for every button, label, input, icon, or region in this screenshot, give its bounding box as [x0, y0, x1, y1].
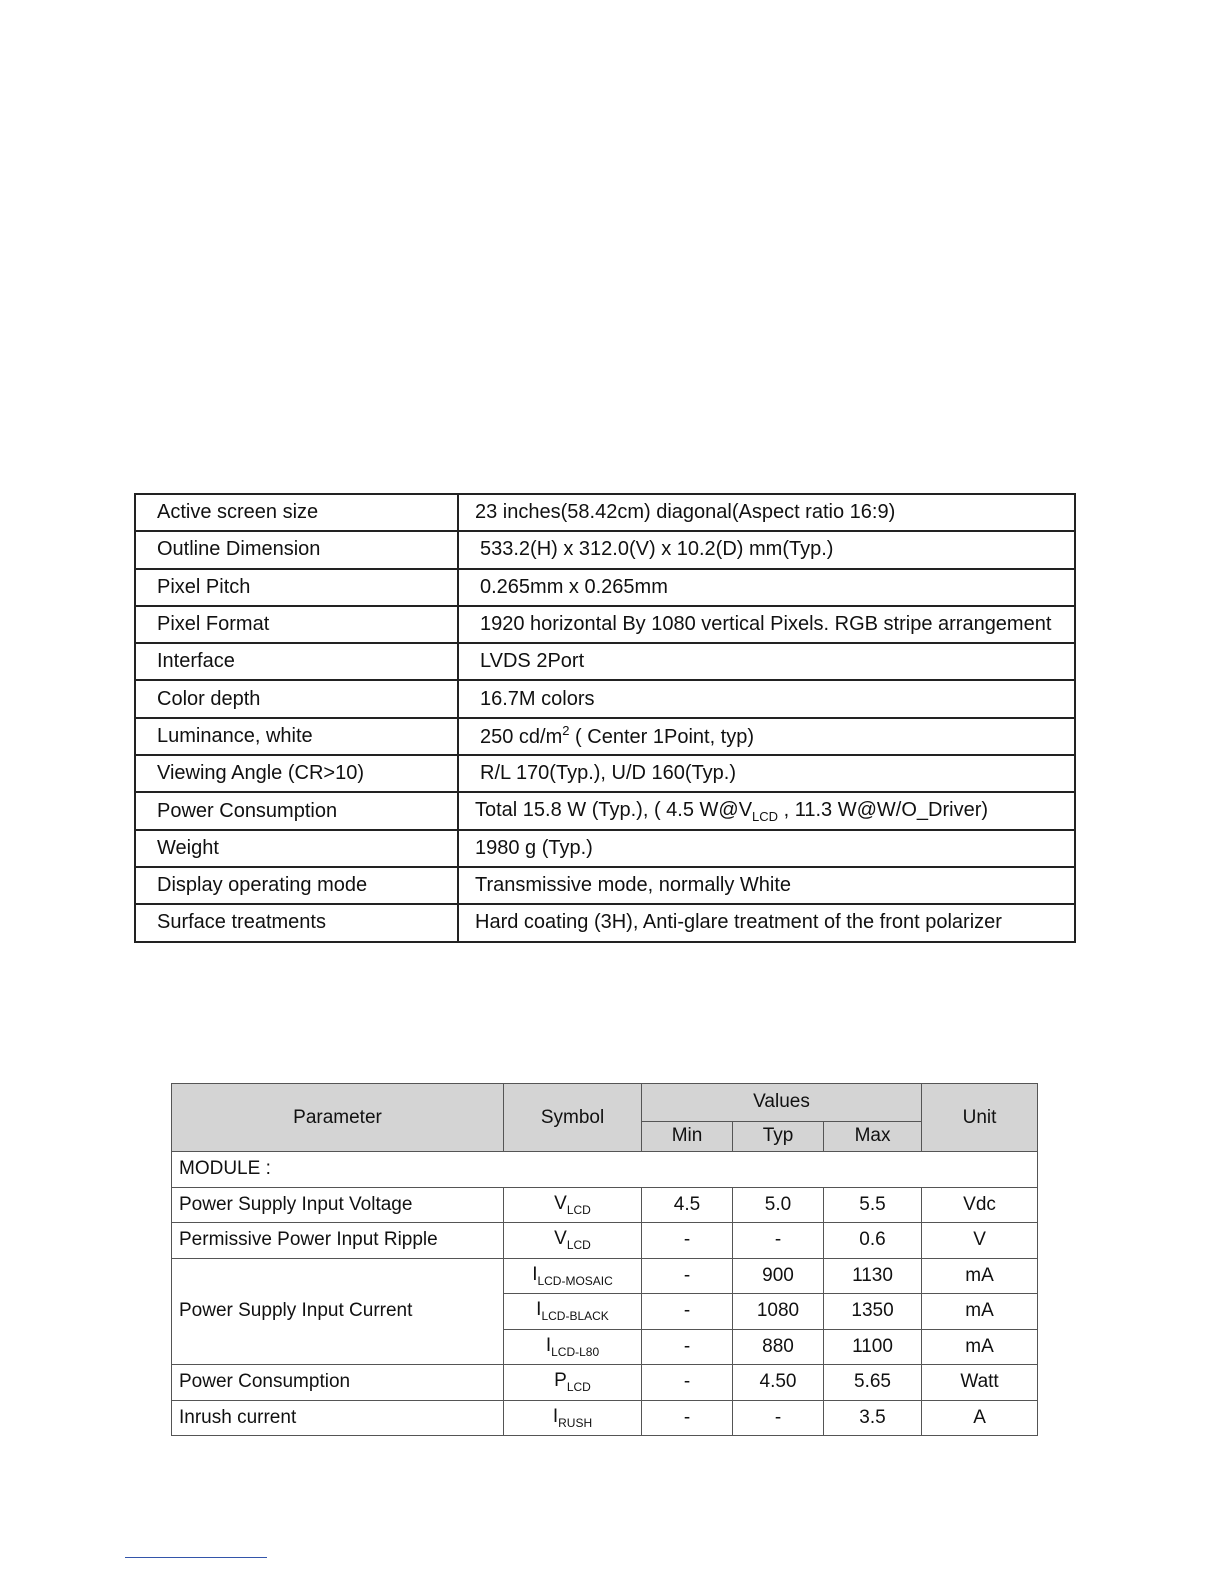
spec-value: R/L 170(Typ.), U/D 160(Typ.) — [458, 755, 1075, 792]
spec-row — [135, 792, 1075, 829]
footnote-separator — [125, 1557, 267, 1558]
spec-label: Pixel Pitch — [135, 569, 458, 606]
spec-row — [135, 643, 1075, 680]
spec-row — [135, 531, 1075, 568]
symbol-cell — [504, 1187, 642, 1223]
spec-value: 0.265mm x 0.265mm — [458, 569, 1075, 606]
header-max: Max — [824, 1121, 922, 1151]
spec-value: Transmissive mode, normally White — [458, 867, 1075, 904]
max-cell: 5.65 — [824, 1365, 922, 1401]
spec-value: 16.7M colors — [458, 680, 1075, 717]
section-label: MODULE : — [172, 1152, 1038, 1188]
symbol-base: I — [545, 1334, 552, 1356]
spec-value: 23 inches(58.42cm) diagonal(Aspect ratio 16:9) — [458, 494, 1075, 531]
symbol-subscript: LCD-MOSAIC — [537, 1273, 613, 1288]
spec-value-superscript: 2 — [562, 723, 570, 739]
header-min: Min — [642, 1121, 733, 1151]
spec-row — [135, 755, 1075, 792]
min-cell: - — [642, 1365, 733, 1401]
spec-row — [135, 830, 1075, 867]
symbol-subscript: LCD — [566, 1238, 591, 1253]
min-cell: - — [642, 1294, 733, 1330]
min-cell: 4.5 — [642, 1187, 733, 1223]
max-cell: 1100 — [824, 1329, 922, 1365]
header-unit: Unit — [922, 1084, 1038, 1152]
electrical-characteristics-table — [171, 1083, 1038, 1436]
unit-cell: Watt — [922, 1365, 1038, 1401]
symbol-cell — [504, 1400, 642, 1436]
typ-cell: - — [733, 1223, 824, 1259]
min-cell: - — [642, 1400, 733, 1436]
header-symbol: Symbol — [504, 1084, 642, 1152]
symbol-cell — [504, 1258, 642, 1294]
parameter-cell: Power Supply Input Voltage — [172, 1187, 504, 1223]
spec-label: Color depth — [135, 680, 458, 717]
header-values: Values — [642, 1084, 922, 1122]
spec-value: 1920 horizontal By 1080 vertical Pixels. RGB stripe arrangement — [458, 606, 1075, 643]
typ-cell: 1080 — [733, 1294, 824, 1330]
max-cell: 3.5 — [824, 1400, 922, 1436]
symbol-base: I — [532, 1263, 538, 1285]
spec-label: Active screen size — [135, 494, 458, 531]
spec-value-text: Total 15.8 W (Typ.), ( 4.5 W@V — [475, 798, 753, 821]
table-row — [172, 1400, 1038, 1436]
spec-label: Display operating mode — [135, 867, 458, 904]
table-row — [172, 1187, 1038, 1223]
spec-row — [135, 718, 1075, 755]
max-cell: 5.5 — [824, 1187, 922, 1223]
max-cell: 1130 — [824, 1258, 922, 1294]
symbol-base: P — [554, 1370, 567, 1392]
unit-cell: Vdc — [922, 1187, 1038, 1223]
spec-label: Surface treatments — [135, 904, 458, 941]
table-row — [172, 1223, 1038, 1259]
parameter-cell: Permissive Power Input Ripple — [172, 1223, 504, 1259]
spec-label: Weight — [135, 830, 458, 867]
spec-row — [135, 494, 1075, 531]
spec-row — [135, 904, 1075, 941]
max-cell: 0.6 — [824, 1223, 922, 1259]
typ-cell: - — [733, 1400, 824, 1436]
typ-cell: 5.0 — [733, 1187, 824, 1223]
symbol-cell — [504, 1294, 642, 1330]
symbol-base: V — [554, 1228, 567, 1250]
unit-cell: V — [922, 1223, 1038, 1259]
parameter-cell: Inrush current — [172, 1400, 504, 1436]
symbol-base: V — [554, 1192, 567, 1214]
typ-cell: 900 — [733, 1258, 824, 1294]
spec-table — [134, 493, 1076, 943]
spec-row — [135, 606, 1075, 643]
unit-cell: A — [922, 1400, 1038, 1436]
spec-value-text: ( Center 1Point, typ) — [569, 726, 755, 749]
spec-label: Luminance, white — [135, 718, 458, 755]
spec-row — [135, 680, 1075, 717]
symbol-subscript: LCD-BLACK — [541, 1309, 609, 1324]
header-parameter: Parameter — [172, 1084, 504, 1152]
table-row — [172, 1365, 1038, 1401]
spec-value: LVDS 2Port — [458, 643, 1075, 680]
header-typ: Typ — [733, 1121, 824, 1151]
min-cell: - — [642, 1329, 733, 1365]
symbol-cell — [504, 1365, 642, 1401]
min-cell: - — [642, 1223, 733, 1259]
spec-value-text: , 11.3 W@W/O_Driver) — [778, 798, 989, 821]
spec-value-text: 250 cd/m — [480, 726, 563, 749]
spec-value: Hard coating (3H), Anti-glare treatment of the front polarizer — [458, 904, 1075, 941]
spec-row — [135, 569, 1075, 606]
spec-value: 1980 g (Typ.) — [458, 830, 1075, 867]
spec-value — [458, 718, 1075, 755]
spec-value — [458, 792, 1075, 829]
symbol-cell — [504, 1223, 642, 1259]
symbol-base: I — [536, 1299, 542, 1321]
max-cell: 1350 — [824, 1294, 922, 1330]
spec-label: Power Consumption — [135, 792, 458, 829]
unit-cell: mA — [922, 1329, 1038, 1365]
symbol-base: I — [552, 1405, 559, 1427]
spec-value-subscript: LCD — [752, 808, 779, 824]
symbol-cell — [504, 1329, 642, 1365]
spec-row — [135, 867, 1075, 904]
table-row — [172, 1258, 1038, 1294]
unit-cell: mA — [922, 1258, 1038, 1294]
symbol-subscript: LCD — [566, 1202, 591, 1217]
parameter-cell: Power Supply Input Current — [172, 1258, 504, 1365]
min-cell: - — [642, 1258, 733, 1294]
spec-label: Viewing Angle (CR>10) — [135, 755, 458, 792]
spec-label: Interface — [135, 643, 458, 680]
section-row — [172, 1152, 1038, 1188]
unit-cell: mA — [922, 1294, 1038, 1330]
spec-label: Pixel Format — [135, 606, 458, 643]
spec-label: Outline Dimension — [135, 531, 458, 568]
typ-cell: 880 — [733, 1329, 824, 1365]
typ-cell: 4.50 — [733, 1365, 824, 1401]
spec-value: 533.2(H) x 312.0(V) x 10.2(D) mm(Typ.) — [458, 531, 1075, 568]
symbol-subscript: LCD — [566, 1380, 591, 1395]
symbol-subscript: LCD-L80 — [551, 1344, 600, 1359]
parameter-cell: Power Consumption — [172, 1365, 504, 1401]
symbol-subscript: RUSH — [558, 1415, 593, 1430]
